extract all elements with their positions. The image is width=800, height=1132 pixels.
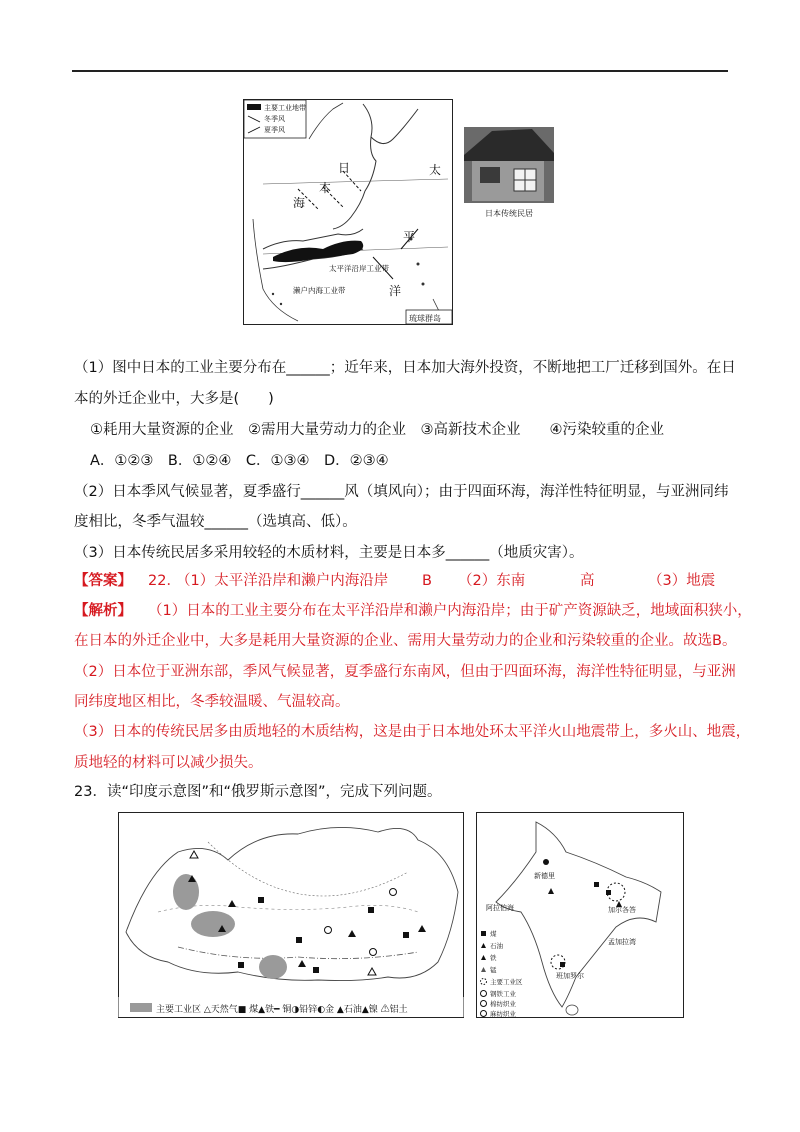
answer-4: 高 — [580, 573, 595, 589]
analysis-tag: 【解析】 — [74, 603, 132, 619]
legend-summer: 夏季风 — [264, 126, 285, 134]
label-ben: 本 — [319, 181, 332, 195]
label-ping: 平 — [403, 230, 416, 244]
answer-2: B — [422, 573, 432, 589]
analysis-line3: （2）日本位于亚洲东部，季风气候显著，夏季盛行东南风，但由于四面环海，海洋性特征明显，与亚洲 — [74, 664, 736, 680]
label-tai: 太 — [429, 163, 442, 177]
analysis-line4: 同纬度地区相比，冬季较温暖、气温较高。 — [74, 694, 350, 710]
russia-map — [118, 812, 464, 1018]
label-pacific-belt: 太平洋沿岸工业带 — [329, 264, 389, 273]
russia-legend: 主要工业区 △天然气■ 煤▲铁━ 铜◑铅锌◐金 ▲石油▲镍 ⚠铝土 — [156, 1005, 408, 1015]
q22-part1-line2: 本的外迁企业中，大多是( ) — [74, 391, 274, 407]
q22-part1-line1: （1）图中日本的工业主要分布在______；近年来，日本加大海外投资，不断地把工厂迁移到国外。在日 — [74, 360, 736, 376]
label-hai: 海 — [293, 196, 306, 210]
answer-3: （2）东南 — [458, 573, 526, 589]
label-yang: 洋 — [389, 284, 402, 298]
legend-steel: 钢铁工业 — [490, 990, 516, 998]
legend-winter: 冬季风 — [264, 115, 285, 123]
city-delhi: 新德里 — [534, 872, 555, 880]
answer-number: 22． — [148, 573, 181, 589]
photo-caption: 日本传统民居 — [485, 209, 533, 218]
india-map — [476, 812, 684, 1018]
delhi-marker — [543, 859, 549, 865]
answer-5: （3）地震 — [648, 573, 716, 589]
industry-legend-swatch — [247, 104, 261, 110]
legend-manganese: 锰 — [490, 966, 497, 974]
answer-1: （1）太平洋沿岸和濑户内海沿岸 — [176, 573, 389, 589]
city-bangalore: 班加罗尔 — [556, 972, 584, 980]
legend-industry: 主要工业地带 — [264, 104, 306, 112]
legend-jute: 麻纺织业 — [490, 1010, 516, 1018]
japanese-house-photo — [462, 125, 556, 223]
label-ryukyu: 琉球群岛 — [409, 314, 441, 323]
analysis-line2: 在日本的外迁企业中，大多是耗用大量资源的企业、需用大量劳动力的企业和污染较重的企业。故选B。 — [74, 633, 737, 649]
sea-arabian: 阿拉伯海 — [486, 904, 514, 912]
legend-coal: 煤 — [490, 930, 497, 938]
q22-part2-line1: （2）日本季风气候显著，夏季盛行______风（填风向）；由于四面环海，海洋性特征明显，与亚洲同纬 — [74, 484, 729, 500]
q22-choices: A．①②③ B．①②④ C．①③④ D．②③④ — [90, 453, 389, 469]
q22-part2-line2: 度相比，冬季气温较______（选填高、低）。 — [74, 514, 357, 530]
q23-title: 23．读“印度示意图”和“俄罗斯示意图”，完成下列问题。 — [74, 784, 442, 800]
legend-iron: 铁 — [490, 954, 497, 962]
analysis-line1: （1）日本的工业主要分布在太平洋沿岸和濑户内海沿岸；由于矿产资源缺乏，地域面积狭小， — [148, 603, 752, 619]
japan-map — [243, 99, 453, 325]
legend-industry: 主要工业区 — [490, 978, 523, 986]
sea-bengal: 孟加拉湾 — [608, 938, 636, 946]
q22-part3: （3）日本传统民居多采用较轻的木质材料，主要是日本多______（地质灾害）。 — [74, 545, 584, 561]
legend-oil: 石油 — [490, 942, 503, 950]
city-kolkata: 加尔各答 — [608, 906, 636, 914]
analysis-line5: （3）日本的传统民居多由质地轻的木质结构，这是由于日本地处环太平洋火山地震带上，多火山、地震， — [74, 724, 751, 740]
analysis-line6: 质地轻的材料可以减少损失。 — [74, 755, 263, 771]
q22-options: ①耗用大量资源的企业 ②需用大量劳动力的企业 ③高新技术企业 ④污染较重的企业 — [90, 422, 664, 438]
label-ri: 日 — [338, 161, 351, 175]
industry-region-legend-swatch — [130, 1003, 152, 1012]
label-setouchi: 濑户内海工业带 — [293, 286, 346, 295]
header-rule — [72, 70, 728, 72]
legend-cotton: 棉纺织业 — [490, 1000, 516, 1008]
answer-tag: 【答案】 — [74, 573, 132, 589]
